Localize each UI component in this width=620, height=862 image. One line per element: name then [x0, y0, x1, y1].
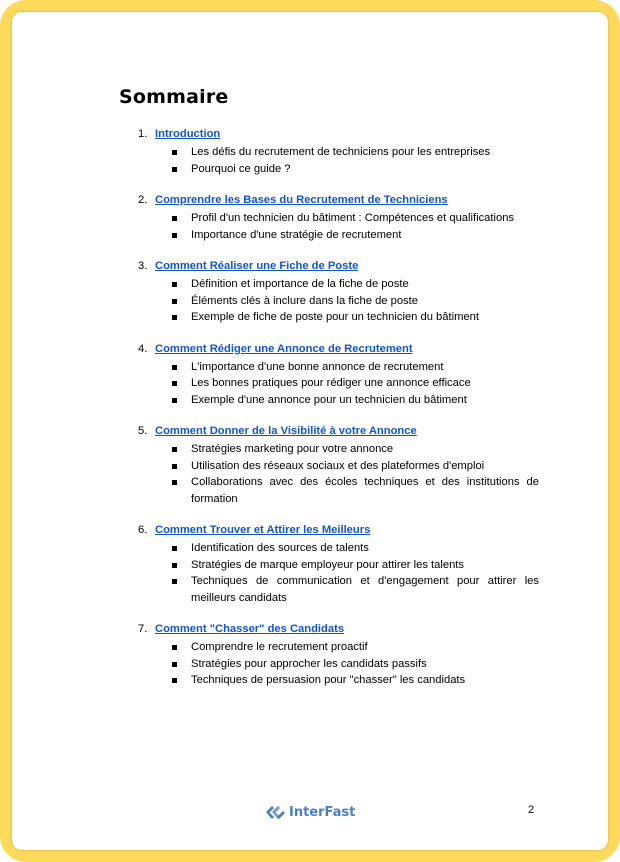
toc-section [119, 425, 539, 507]
toc-sub-item [119, 441, 539, 458]
square-bullet-icon [172, 315, 177, 320]
square-bullet-icon [172, 398, 177, 403]
toc-sub-item-text: Stratégies de marque employeur pour attirer les talents [191, 558, 464, 571]
toc-sub-item [119, 474, 539, 507]
toc-sub-item [119, 161, 539, 178]
toc-sub-item-text: Importance d'une stratégie de recrutement [191, 228, 402, 241]
toc-section [119, 194, 539, 243]
toc-sub-item-text: Techniques de persuasion pour "chasser" les candidats [191, 674, 466, 686]
toc-sub-item [119, 392, 539, 409]
toc-sub-item-text: Les défis du recrutement de techniciens pour les entreprises [191, 146, 491, 158]
square-bullet-icon [172, 480, 177, 485]
toc-section-number-text: 1. [138, 128, 148, 140]
toc-section-number [119, 260, 155, 272]
toc-section-link[interactable]: Comment Donner de la Visibilité à votre Annonce [155, 425, 417, 437]
toc-section-number [119, 128, 155, 140]
toc-sub-item-text: Utilisation des réseaux sociaux et des plateformes d'emploi [191, 459, 485, 472]
toc-section-number [119, 425, 155, 437]
toc-sub-item [119, 359, 539, 376]
toc-section-number-text: 5. [138, 425, 148, 437]
toc-sub-list [119, 359, 539, 409]
square-bullet-icon [172, 447, 177, 452]
square-bullet-icon [172, 579, 177, 584]
toc-section-link[interactable]: Comment Rédiger une Annonce de Recrutement [155, 342, 413, 355]
square-bullet-icon [172, 216, 177, 221]
toc-sub-item-text: L'importance d'une bonne annonce de recrutement [191, 360, 444, 373]
logo-text: InterFast [289, 804, 356, 820]
toc-sub-item [119, 540, 539, 557]
toc-sub-item [119, 210, 539, 227]
toc-section-number [119, 524, 155, 536]
toc-sub-item [119, 227, 539, 244]
toc-sub-item-text: Pourquoi ce guide ? [191, 162, 291, 175]
page-number: 2 [528, 804, 535, 816]
square-bullet-icon [172, 167, 177, 172]
toc-section-heading [119, 260, 539, 276]
toc-section-link[interactable]: Introduction [155, 128, 221, 140]
toc-section [119, 260, 539, 326]
page-title: Sommaire [119, 86, 229, 108]
toc-section-number [119, 623, 155, 635]
square-bullet-icon [172, 546, 177, 551]
toc-sub-item-text: Stratégies pour approcher les candidats passifs [191, 657, 427, 670]
toc-sub-item [119, 144, 539, 161]
toc-section-number-text: 3. [138, 260, 148, 272]
interfast-logo-icon [264, 803, 286, 821]
toc-sub-item [119, 458, 539, 475]
toc-sub-item [119, 639, 539, 656]
toc-section-number [119, 343, 155, 355]
square-bullet-icon [172, 645, 177, 650]
toc-sub-list [119, 441, 539, 507]
toc-section-heading [119, 194, 539, 210]
table-of-contents [119, 128, 539, 706]
toc-section [119, 128, 539, 177]
toc-section-link[interactable]: Comment "Chasser" des Candidats [155, 623, 345, 635]
toc-sub-item [119, 557, 539, 574]
toc-section-heading [119, 425, 539, 441]
toc-section [119, 623, 539, 689]
toc-sub-list [119, 210, 539, 243]
toc-sub-item [119, 656, 539, 673]
toc-sub-item-text: Définition et importance de la fiche de poste [191, 278, 409, 290]
toc-section [119, 343, 539, 409]
toc-section-link[interactable]: Comment Trouver et Attirer les Meilleurs [155, 524, 371, 536]
toc-sub-item-text: Comprendre le recrutement proactif [191, 641, 368, 653]
toc-section-heading [119, 343, 539, 359]
toc-section-heading [119, 128, 539, 144]
square-bullet-icon [172, 381, 177, 386]
toc-sub-item [119, 375, 539, 392]
toc-sub-item-text: Exemple d'une annonce pour un technicien du bâtiment [191, 393, 467, 406]
toc-section-heading [119, 623, 539, 639]
square-bullet-icon [172, 150, 177, 155]
toc-sub-list [119, 639, 539, 689]
toc-section-number-text: 4. [138, 342, 148, 355]
toc-section-link[interactable]: Comment Réaliser une Fiche de Poste [155, 260, 359, 272]
square-bullet-icon [172, 464, 177, 469]
toc-sub-list [119, 540, 539, 606]
toc-sub-item-text: Stratégies marketing pour votre annonce [191, 443, 394, 455]
toc-section [119, 524, 539, 606]
toc-sub-item-text: Les bonnes pratiques pour rédiger une annonce efficace [191, 377, 471, 389]
toc-sub-list [119, 144, 539, 177]
toc-section-number-text: 6. [138, 524, 148, 536]
toc-sub-item-text: Exemple de fiche de poste pour un technicien du bâtiment [191, 311, 479, 323]
toc-sub-item-text: Techniques de communication et d'engagement pour attirer les meilleurs candidats [191, 575, 539, 604]
toc-sub-item [119, 573, 539, 606]
toc-sub-item-text: Identification des sources de talents [191, 542, 369, 554]
square-bullet-icon [172, 299, 177, 304]
footer-logo [264, 803, 355, 821]
toc-sub-item [119, 276, 539, 293]
square-bullet-icon [172, 233, 177, 238]
toc-section-number-text: 2. [138, 194, 148, 206]
square-bullet-icon [172, 365, 177, 370]
square-bullet-icon [172, 662, 177, 667]
toc-section-heading [119, 524, 539, 540]
toc-sub-item-text: Collaborations avec des écoles techniques et des institutions de formation [191, 476, 539, 505]
toc-sub-item-text: Profil d'un technicien du bâtiment : Compétences et qualifications [191, 212, 515, 224]
toc-sub-item [119, 293, 539, 310]
document-page [12, 12, 608, 850]
toc-sub-item [119, 672, 539, 689]
toc-section-number [119, 194, 155, 206]
toc-section-number-text: 7. [138, 623, 148, 635]
toc-section-link[interactable]: Comprendre les Bases du Recrutement de Techniciens [155, 194, 448, 206]
toc-sub-item [119, 309, 539, 326]
square-bullet-icon [172, 282, 177, 287]
square-bullet-icon [172, 563, 177, 568]
toc-sub-list [119, 276, 539, 326]
toc-sub-item-text: Éléments clés à inclure dans la fiche de poste [191, 294, 418, 307]
square-bullet-icon [172, 678, 177, 683]
